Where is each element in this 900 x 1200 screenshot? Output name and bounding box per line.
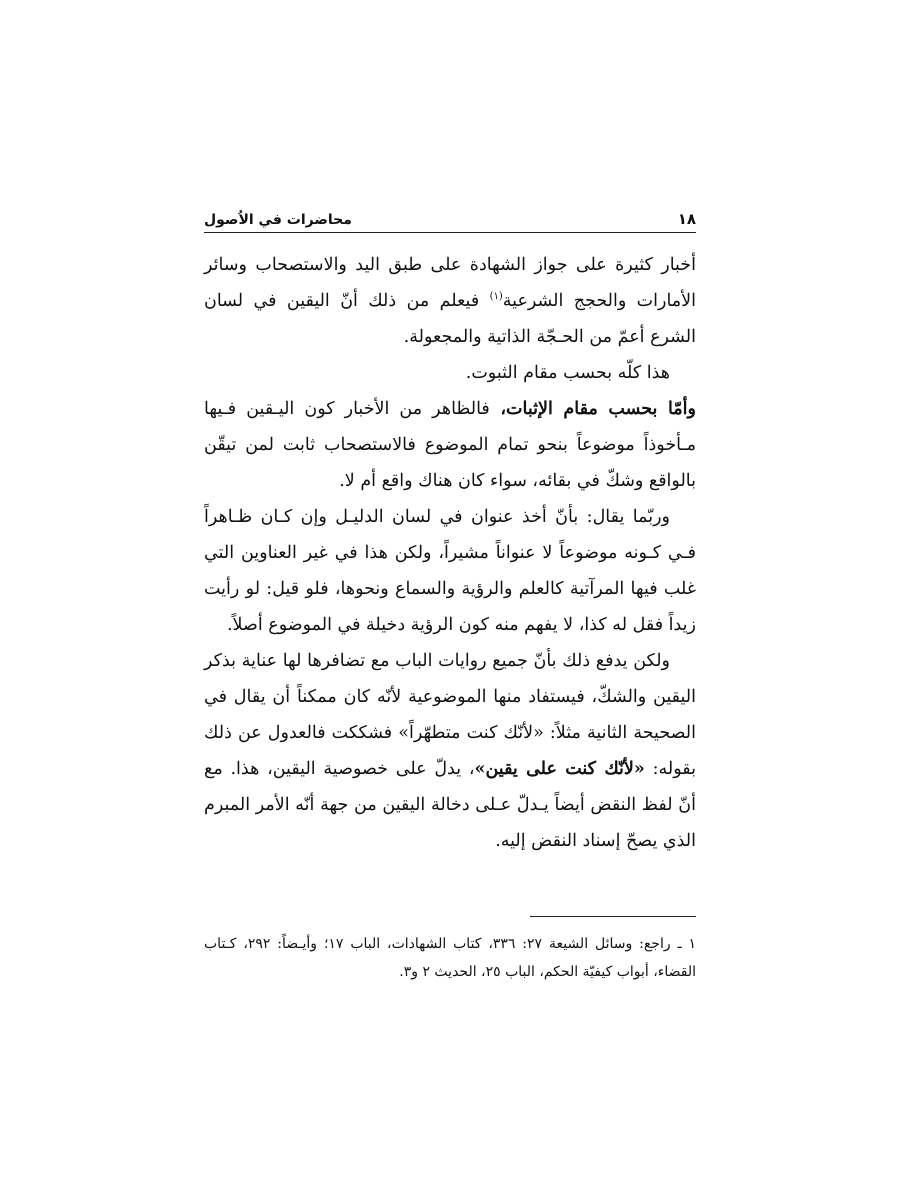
paragraph-1: [204, 247, 696, 355]
page-number: ١٨: [677, 210, 696, 228]
footnote-reference[interactable]: (١): [489, 291, 503, 303]
footnote-divider: [530, 916, 696, 917]
paragraph-5-text-a: ولكن يدفع ذلك بأنّ جميع روايات الباب مع تضافرها لها عناية بذكر اليقين والشكّ، فيستفاد منها الموضوعية لأنّه كان ممكناً أن يقال في الصحيحة الثانية مثلاً: «لأنّك كنت متطهّراً» فشككت فالعدول عن ذلك بقوله:: [204, 651, 697, 779]
main-text: [204, 247, 696, 859]
paragraph-3-text: فالظاهر من الأخبار كون اليـقين فـيها مـأخوذاً موضوعاً بنحو تمام الموضوع فالاستصحاب ثابت لمن تيقّن بالواقع وشكّ في بقائه، سواء كان هناك واقع أم لا.: [204, 399, 696, 491]
paragraph-1-text-a: أخبار كثيرة على جواز الشهادة على طبق اليد والاستصحاب وسائر الأمارات والحجج الشرعية: [204, 255, 697, 311]
page-header: [204, 200, 696, 233]
paragraph-3: [204, 391, 696, 499]
paragraph-5-bold-quote: «لأنّك كنت على يقين»: [474, 759, 645, 779]
paragraph-4: وربّما يقال: بأنّ أخذ عنوان في لسان الدليـل وإن كـان ظـاهراً فـي كـونه موضوعاً لا عنواناً مشيراً، ولكن هذا في غير العناوين التي غلب فيها المرآتية كالعلم والرؤية والسماع ونحوها، فلو قيل: لو رأيت زيداً فقل له كذا، لا يفهم منه كون الرؤية دخيلة في الموضوع أصلاً.: [204, 507, 696, 635]
paragraph-2: هذا كلّه بحسب مقام الثبوت.: [465, 363, 670, 383]
paragraph-5-text-b: ، يدلّ على خصوصية اليقين، هذا. مع أنّ لفظ النقض أيضاً يـدلّ عـلى دخالة اليقين من جهة أنّه الأمر المبرم الذي يصحّ إسناد النقض إليه.: [204, 759, 696, 851]
running-title: محاضرات في الاُصول: [204, 212, 352, 228]
paragraph-5: [204, 643, 696, 859]
footnote: ١ ـ راجع: وسائل الشيعة ٢٧: ٣٣٦، كتاب الشهادات، الباب ١٧؛ وأيـضاً: ٢٩٢، كـتاب القضاء، أبواب كيفيّة الحكم، الباب ٢٥، الحديث ٢ و٣.: [204, 936, 696, 980]
paragraph-3-bold-lead: وأمّا بحسب مقام الإثبات،: [489, 399, 696, 419]
paragraph-1-text-b: فيعلم من ذلك أنّ اليقين في لسان الشرع أعمّ من الحـجّة الذاتية والمجعولة.: [204, 291, 696, 347]
